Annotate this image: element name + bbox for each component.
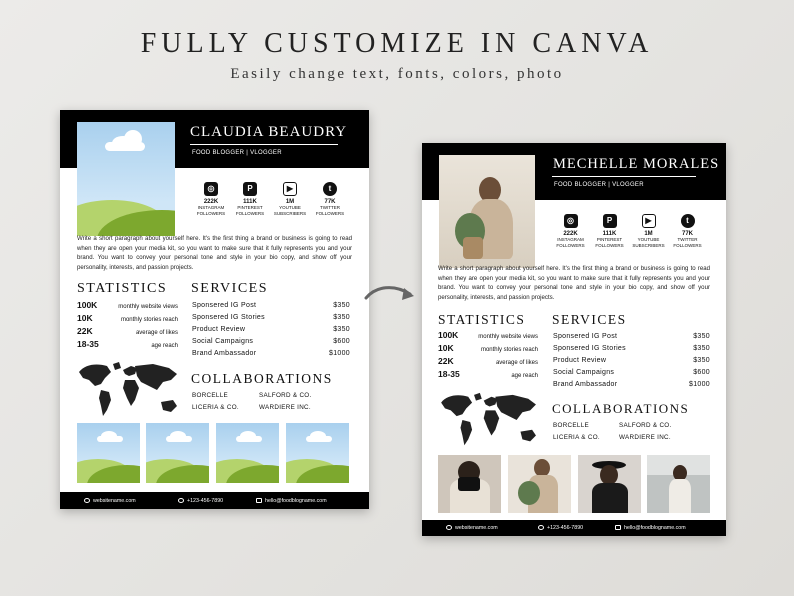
page-subtitle: Easily change text, fonts, colors, photo (230, 66, 564, 82)
service-price: $350 (333, 314, 350, 321)
collab-item: SALFORD & CO. (619, 422, 672, 429)
social-label: INSTAGRAM FOLLOWERS (556, 237, 585, 248)
stat-value: 100K (77, 300, 98, 310)
footer-phone (178, 498, 223, 504)
name-underline (552, 176, 696, 177)
statistics-title: STATISTICS (77, 281, 168, 296)
stat-row (438, 356, 538, 366)
social-instagram (553, 210, 588, 248)
stat-value: 22K (77, 326, 93, 336)
service-price: $350 (693, 345, 710, 352)
social-youtube (272, 178, 308, 216)
social-pinterest (592, 210, 627, 248)
mail-icon (256, 498, 262, 503)
service-row (192, 338, 350, 345)
social-instagram (193, 178, 229, 216)
stat-row (438, 343, 538, 353)
service-row (192, 350, 350, 357)
service-row (192, 314, 350, 321)
service-name: Sponsered IG Stories (192, 314, 265, 321)
service-row (553, 345, 710, 352)
social-label: PINTEREST FOLLOWERS (595, 237, 624, 248)
collab-item: LICERIA & CO. (192, 404, 239, 411)
placeholder-thumbnail (216, 423, 279, 483)
stat-label: monthly website views (478, 334, 538, 340)
services-title: SERVICES (552, 312, 627, 327)
website-text: websitename.com (455, 525, 498, 531)
bio-paragraph: Write a short paragraph about yourself here. It's the first thing a brand or business is going to read when they are open your media kit, so you want to make sure that it fully represents you and your brand. You want to convey your personal tone and style in your bio copy, and show off your personality, interests, and passion projects. (438, 265, 710, 301)
stat-label: monthly website views (118, 304, 178, 310)
social-label: YOUTUBE SUBSCRIBERS (273, 205, 307, 216)
collaborations-title: COLLABORATIONS (191, 371, 333, 386)
social-twitter (670, 210, 705, 248)
gallery-photo-camera (438, 455, 501, 513)
collab-item: SALFORD & CO. (259, 392, 312, 399)
stat-value: 18-35 (77, 339, 99, 349)
stat-row (77, 326, 178, 336)
social-pinterest (232, 178, 268, 216)
stat-row (77, 339, 178, 349)
stat-value: 10K (438, 343, 454, 353)
service-row (553, 369, 710, 376)
social-youtube (631, 210, 666, 248)
curved-arrow-icon (362, 280, 422, 310)
service-price: $600 (693, 369, 710, 376)
pinterest-icon: P (243, 182, 257, 196)
youtube-icon: ▶ (642, 214, 656, 228)
collab-item: BORCELLE (192, 392, 228, 399)
creator-photo (439, 155, 535, 268)
social-count: 1M (644, 231, 653, 237)
globe-icon (446, 525, 452, 530)
name-underline (190, 144, 338, 145)
social-count: 77K (681, 231, 693, 237)
media-kit-left (60, 110, 369, 509)
creator-role: FOOD BLOGGER | VLOGGER (192, 150, 282, 156)
creator-role: FOOD BLOGGER | VLOGGER (554, 182, 644, 188)
social-count: 222K (563, 231, 578, 237)
statistics-title: STATISTICS (438, 312, 526, 327)
service-price: $350 (693, 357, 710, 364)
social-count: 1M (285, 199, 295, 205)
service-row (553, 333, 710, 340)
pinterest-icon: P (603, 214, 617, 228)
service-price: $350 (333, 302, 350, 309)
collab-item: LICERIA & CO. (553, 434, 600, 441)
youtube-icon: ▶ (283, 182, 297, 196)
phone-text: +123-456-7890 (187, 497, 224, 504)
collab-item: BORCELLE (553, 422, 589, 429)
website-text: websitename.com (93, 497, 136, 504)
stat-label: average of likes (135, 330, 178, 336)
placeholder-photo (77, 122, 175, 236)
stat-label: monthly stories reach (120, 317, 178, 323)
world-map-icon (438, 391, 542, 451)
collab-item: WARDIERE INC. (619, 434, 671, 441)
stat-row (438, 330, 538, 340)
social-count: 222K (203, 199, 219, 205)
stat-value: 22K (438, 356, 454, 366)
media-kit-right (422, 143, 726, 536)
service-price: $1000 (689, 381, 710, 388)
collab-item: WARDIERE INC. (259, 404, 311, 411)
phone-icon (538, 525, 544, 530)
service-row (192, 302, 350, 309)
social-count: 77K (324, 199, 336, 205)
stat-label: age reach (151, 343, 178, 349)
creator-name: MECHELLE MORALES (553, 156, 720, 172)
world-map-icon (77, 360, 182, 422)
service-row (192, 326, 350, 333)
service-name: Sponsered IG Stories (553, 345, 626, 352)
gallery-photo-hat (578, 455, 641, 513)
service-name: Brand Ambassador (553, 381, 618, 388)
social-count: 111K (602, 231, 617, 237)
bio-paragraph: Write a short paragraph about yourself here. It's the first thing a brand or business is going to read when they are open your media kit, so you want to make sure that it fully represents you and your brand. You want to convey your personal tone and style in your bio copy, and show off your personality, interests, and passion projects. (77, 235, 352, 271)
footer-email (256, 498, 327, 504)
stat-row (77, 313, 178, 323)
placeholder-thumbnail (146, 423, 209, 483)
placeholder-thumbnail (77, 423, 140, 483)
service-name: Sponsered IG Post (192, 302, 257, 309)
page-title: FULLY CUSTOMIZE IN CANVA (140, 28, 654, 59)
phone-text: +123-456-7890 (547, 525, 584, 531)
services-title: SERVICES (191, 281, 269, 296)
service-price: $600 (333, 338, 350, 345)
stat-value: 10K (77, 313, 93, 323)
creator-name: CLAUDIA BEAUDRY (190, 124, 348, 140)
stat-label: age reach (511, 373, 538, 379)
social-twitter (312, 178, 348, 216)
footer-email (615, 525, 686, 531)
social-label: YOUTUBE SUBSCRIBERS (632, 237, 665, 248)
globe-icon (84, 498, 90, 503)
email-text: hello@foodblogname.com (624, 525, 686, 531)
footer-bar (422, 520, 726, 536)
service-price: $350 (693, 333, 710, 340)
placeholder-thumbnail (286, 423, 349, 483)
stat-label: monthly stories reach (480, 347, 538, 353)
footer-bar (60, 492, 369, 509)
service-row (553, 381, 710, 388)
stat-row (77, 300, 178, 310)
twitter-icon: t (323, 182, 337, 196)
gallery-photo-flowers (508, 455, 571, 513)
service-row (553, 357, 710, 364)
gallery-photo-street (647, 455, 710, 513)
service-name: Social Campaigns (553, 369, 615, 376)
stat-label: average of likes (495, 360, 538, 366)
twitter-icon: t (681, 214, 695, 228)
social-label: TWITTER FOLLOWERS (673, 237, 702, 248)
instagram-icon: ◎ (564, 214, 578, 228)
social-label: INSTAGRAM FOLLOWERS (196, 205, 226, 216)
mail-icon (615, 525, 621, 530)
collaborations-title: COLLABORATIONS (552, 401, 690, 416)
service-name: Product Review (192, 326, 246, 333)
social-label: TWITTER FOLLOWERS (315, 205, 345, 216)
service-name: Sponsered IG Post (553, 333, 618, 340)
stat-value: 18-35 (438, 369, 460, 379)
footer-website (446, 525, 498, 531)
email-text: hello@foodblogname.com (265, 497, 327, 504)
stat-row (438, 369, 538, 379)
service-price: $1000 (329, 350, 350, 357)
phone-icon (178, 498, 184, 503)
social-label: PINTEREST FOLLOWERS (235, 205, 265, 216)
service-name: Product Review (553, 357, 607, 364)
social-count: 111K (243, 199, 257, 205)
service-price: $350 (333, 326, 350, 333)
footer-website (84, 498, 136, 504)
footer-phone (538, 525, 583, 531)
stat-value: 100K (438, 330, 459, 340)
service-name: Brand Ambassador (192, 350, 257, 357)
instagram-icon: ◎ (204, 182, 218, 196)
service-name: Social Campaigns (192, 338, 254, 345)
